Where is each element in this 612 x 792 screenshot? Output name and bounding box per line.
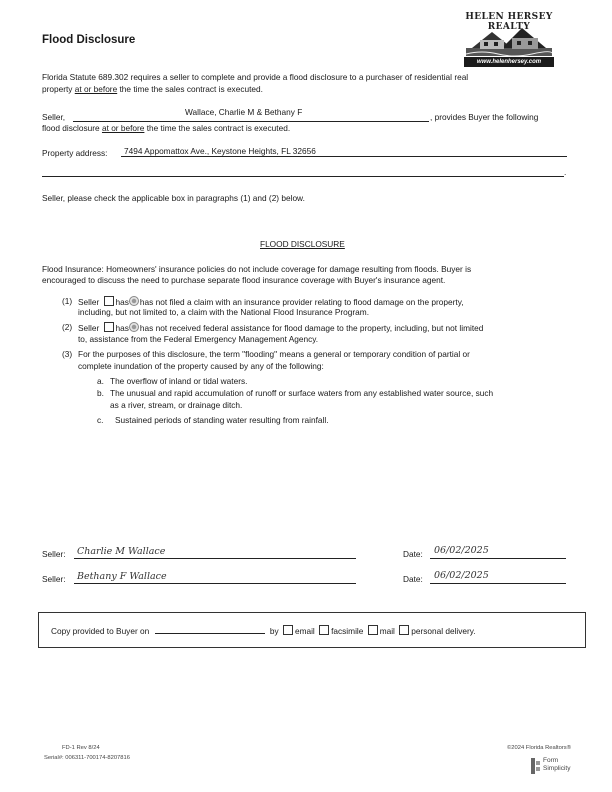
item-1-number: (1)	[62, 296, 73, 306]
logo-url: www.helenhersey.com	[464, 57, 554, 67]
signature-2-underline	[74, 583, 356, 584]
item-2-has-checkbox[interactable]	[104, 322, 114, 332]
seller-suffix: , provides Buyer the following	[430, 112, 539, 122]
insurance-line-1: Flood Insurance: Homeowners' insurance policies do not include coverage for damage resulting from floods. Buyer is	[42, 264, 472, 274]
item-2-line-2: to, assistance from the Federal Emergency Management Agency.	[78, 334, 319, 344]
item-3-number: (3)	[62, 349, 73, 359]
date-2-value[interactable]: 06/02/2025	[434, 570, 489, 581]
signature-2-name[interactable]: Bethany F Wallace	[77, 571, 167, 582]
section-heading: FLOOD DISCLOSURE	[260, 239, 345, 249]
seller-label: Seller,	[42, 112, 66, 122]
form-simplicity-logo-icon	[530, 757, 542, 775]
item-3-line-2: complete inundation of the property caused by any of the following:	[78, 361, 324, 371]
page-title: Flood Disclosure	[42, 34, 136, 46]
form-id: FD-1 Rev 8/24	[62, 745, 100, 751]
property-address-field[interactable]: 7494 Appomattox Ave., Keystone Heights, FL 32656	[124, 146, 316, 156]
insurance-line-2: encouraged to discuss the need to purchase separate flood insurance coverage with Buyer's insurance agent.	[42, 275, 446, 285]
property-underline	[121, 156, 567, 157]
seller-line-2: flood disclosure at or before the time the sales contract is executed.	[42, 123, 291, 133]
subitem-b-line-1: The unusual and rapid accumulation of runoff or surface waters from any established water source, such	[110, 388, 494, 398]
date-1-underline	[430, 558, 566, 559]
email-checkbox[interactable]	[283, 625, 293, 635]
property-underline-2	[42, 176, 564, 177]
item-2-has-not-radio[interactable]	[129, 322, 139, 332]
item-1-line-1: Seller has has not filed a claim with an insurance provider relating to flood damage on the property,	[78, 297, 464, 307]
instruction-text: Seller, please check the applicable box in paragraphs (1) and (2) below.	[42, 193, 305, 203]
date-1-value[interactable]: 06/02/2025	[434, 545, 489, 556]
signature-1-underline	[74, 558, 356, 559]
signature-2-label: Seller:	[42, 574, 66, 584]
item-2-number: (2)	[62, 322, 73, 332]
copy-date-field[interactable]	[155, 625, 265, 634]
company-logo	[462, 12, 556, 68]
item-1-has-checkbox[interactable]	[104, 296, 114, 306]
serial-number: Serial#: 006311-700174-8207816	[44, 755, 130, 761]
signature-1-label: Seller:	[42, 549, 66, 559]
brand-form: Form	[543, 757, 559, 764]
copy-provided-box	[38, 612, 586, 648]
item-1-has-not-radio[interactable]	[129, 296, 139, 306]
subitem-b-letter: b.	[97, 388, 104, 398]
personal-delivery-checkbox[interactable]	[399, 625, 409, 635]
copyright: ©2024 Florida Realtors®	[507, 745, 571, 751]
subitem-c-letter: c.	[97, 415, 104, 425]
facsimile-checkbox[interactable]	[319, 625, 329, 635]
subitem-b-line-2: as a river, stream, or drainage ditch.	[110, 400, 243, 410]
subitem-a-text: The overflow of inland or tidal waters.	[110, 376, 248, 386]
signature-1-name[interactable]: Charlie M Wallace	[77, 546, 166, 557]
date-2-label: Date:	[403, 574, 423, 584]
property-label: Property address:	[42, 148, 108, 158]
brand-simplicity: Simplicity	[543, 765, 571, 772]
subitem-a-letter: a.	[97, 376, 104, 386]
item-2-line-1: Seller has has not received federal assistance for flood damage to the property, including, but not limited	[78, 323, 484, 333]
seller-underline	[73, 121, 429, 122]
item-1-line-2: including, but not limited to, a claim with the National Flood Insurance Program.	[78, 307, 369, 317]
logo-name: HELEN HERSEY REALTY	[465, 12, 553, 32]
date-2-underline	[430, 583, 566, 584]
house-logo-icon	[462, 24, 556, 58]
copy-provided-row: Copy provided to Buyer on by email facsimile mail personal delivery.	[51, 626, 476, 636]
property-period: .	[564, 167, 567, 177]
statute-line-1: Florida Statute 689.302 requires a seller to complete and provide a flood disclosure to a purchaser of residential real	[42, 72, 469, 82]
seller-name-field[interactable]: Wallace, Charlie M & Bethany F	[185, 107, 303, 117]
subitem-c-text: Sustained periods of standing water resulting from rainfall.	[115, 415, 329, 425]
item-3-line-1: For the purposes of this disclosure, the term "flooding" means a general or temporary condition of partial or	[78, 349, 470, 359]
date-1-label: Date:	[403, 549, 423, 559]
statute-line-2: property at or before the time the sales contract is executed.	[42, 84, 263, 94]
mail-checkbox[interactable]	[368, 625, 378, 635]
